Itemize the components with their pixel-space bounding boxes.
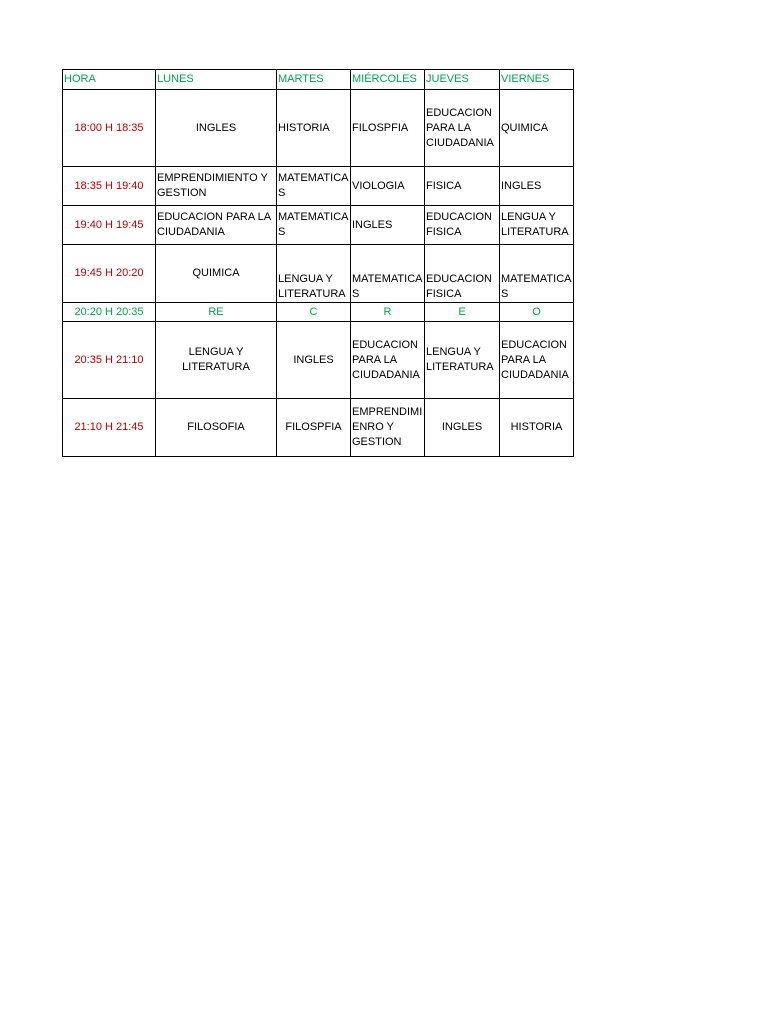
subject-cell: INGLES: [500, 167, 574, 206]
time-cell: 19:45 H 20:20: [63, 245, 156, 303]
subject-cell: EDUCACION PARA LA CIUDADANIA: [425, 90, 500, 167]
time-cell: 21:10 H 21:45: [63, 399, 156, 457]
subject-cell: EDUCACION PARA LA CIUDADANIA: [500, 322, 574, 399]
subject-cell: INGLES: [156, 90, 277, 167]
recreo-letter-cell: RE: [156, 303, 277, 322]
schedule-row: [63, 167, 574, 206]
subject-cell: MATEMATICAS: [277, 206, 351, 245]
header-day-viernes: VIERNES: [500, 70, 574, 90]
subject-cell: QUIMICA: [156, 245, 277, 303]
subject-cell: EDUCACION FISICA: [425, 206, 500, 245]
subject-cell: INGLES: [277, 322, 351, 399]
header-day-martes: MARTES: [277, 70, 351, 90]
subject-cell: FILOSPFIA: [277, 399, 351, 457]
subject-cell: EDUCACION FISICA: [425, 245, 500, 303]
subject-cell: INGLES: [425, 399, 500, 457]
header-day-miercoles: MIÉRCOLES: [351, 70, 425, 90]
schedule-row: [63, 245, 574, 303]
subject-cell: FILOSPFIA: [351, 90, 425, 167]
recreo-time-cell: 20:20 H 20:35: [63, 303, 156, 322]
subject-cell: MATEMATICAS: [351, 245, 425, 303]
subject-cell: HISTORIA: [500, 399, 574, 457]
header-day-lunes: LUNES: [156, 70, 277, 90]
recreo-letter-cell: O: [500, 303, 574, 322]
subject-cell: HISTORIA: [277, 90, 351, 167]
time-cell: 19:40 H 19:45: [63, 206, 156, 245]
subject-cell: LENGUA Y LITERATURA: [500, 206, 574, 245]
recreo-letter-cell: E: [425, 303, 500, 322]
subject-cell: EDUCACION PARA LA CIUDADANIA: [351, 322, 425, 399]
subject-cell: EMPRENDIMIENTO Y GESTION: [156, 167, 277, 206]
subject-cell: FISICA: [425, 167, 500, 206]
recreo-row: [63, 303, 574, 322]
subject-cell: VIOLOGIA: [351, 167, 425, 206]
recreo-letter-cell: C: [277, 303, 351, 322]
subject-cell: FILOSOFIA: [156, 399, 277, 457]
time-cell: 18:00 H 18:35: [63, 90, 156, 167]
schedule-row: [63, 399, 574, 457]
subject-cell: EMPRENDIMIENRO Y GESTION: [351, 399, 425, 457]
schedule-row: [63, 206, 574, 245]
header-hora: HORA: [63, 70, 156, 90]
subject-cell: LENGUA Y LITERATURA: [425, 322, 500, 399]
subject-cell: MATEMATICAS: [277, 167, 351, 206]
subject-cell: INGLES: [351, 206, 425, 245]
header-row: [63, 70, 574, 90]
subject-cell: QUIMICA: [500, 90, 574, 167]
subject-cell: LENGUA Y LITERATURA: [277, 245, 351, 303]
schedule-row: [63, 322, 574, 399]
subject-cell: LENGUA Y LITERATURA: [156, 322, 277, 399]
time-cell: 20:35 H 21:10: [63, 322, 156, 399]
header-day-jueves: JUEVES: [425, 70, 500, 90]
class-schedule-table: [62, 69, 574, 457]
time-cell: 18:35 H 19:40: [63, 167, 156, 206]
subject-cell: MATEMATICAS: [500, 245, 574, 303]
schedule-row: [63, 90, 574, 167]
recreo-letter-cell: R: [351, 303, 425, 322]
subject-cell: EDUCACION PARA LA CIUDADANIA: [156, 206, 277, 245]
